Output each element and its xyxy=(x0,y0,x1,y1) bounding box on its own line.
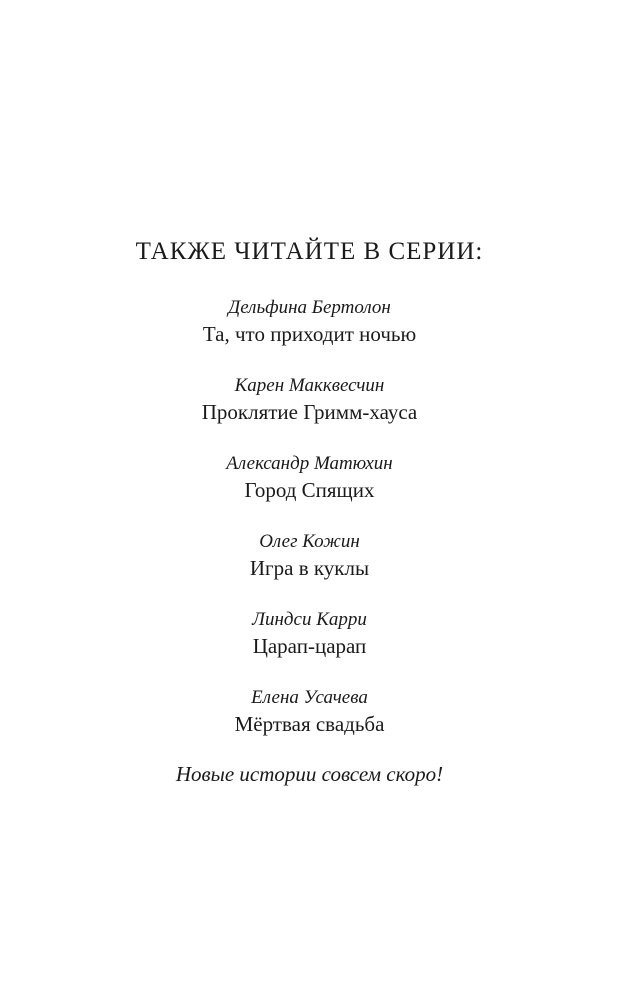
book-title: Царап-царап xyxy=(252,634,367,658)
coming-soon-note: Новые истории совсем скоро! xyxy=(175,762,444,786)
book-author: Олег Кожин xyxy=(259,531,360,552)
book-entry xyxy=(0,686,619,764)
book-title: Та, что приходит ночью xyxy=(202,322,417,346)
book-author: Линдси Карри xyxy=(252,609,367,630)
book-author: Дельфина Бертолон xyxy=(228,297,391,318)
book-author: Александр Матюхин xyxy=(226,453,393,474)
book-title: Игра в куклы xyxy=(249,556,370,580)
book-entry xyxy=(0,608,619,686)
book-entry xyxy=(0,296,619,374)
book-title: Мёртвая свадьба xyxy=(234,712,385,736)
book-entry xyxy=(0,374,619,452)
book-list xyxy=(0,296,619,764)
book-title: Проклятие Гримм-хауса xyxy=(201,400,418,424)
book-entry xyxy=(0,530,619,608)
book-entry xyxy=(0,452,619,530)
book-author: Елена Усачева xyxy=(251,687,368,708)
series-heading: ТАКЖЕ ЧИТАЙТЕ В СЕРИИ: xyxy=(135,238,484,265)
book-author: Карен Макквесчин xyxy=(234,375,385,396)
book-title: Город Спящих xyxy=(244,478,375,502)
